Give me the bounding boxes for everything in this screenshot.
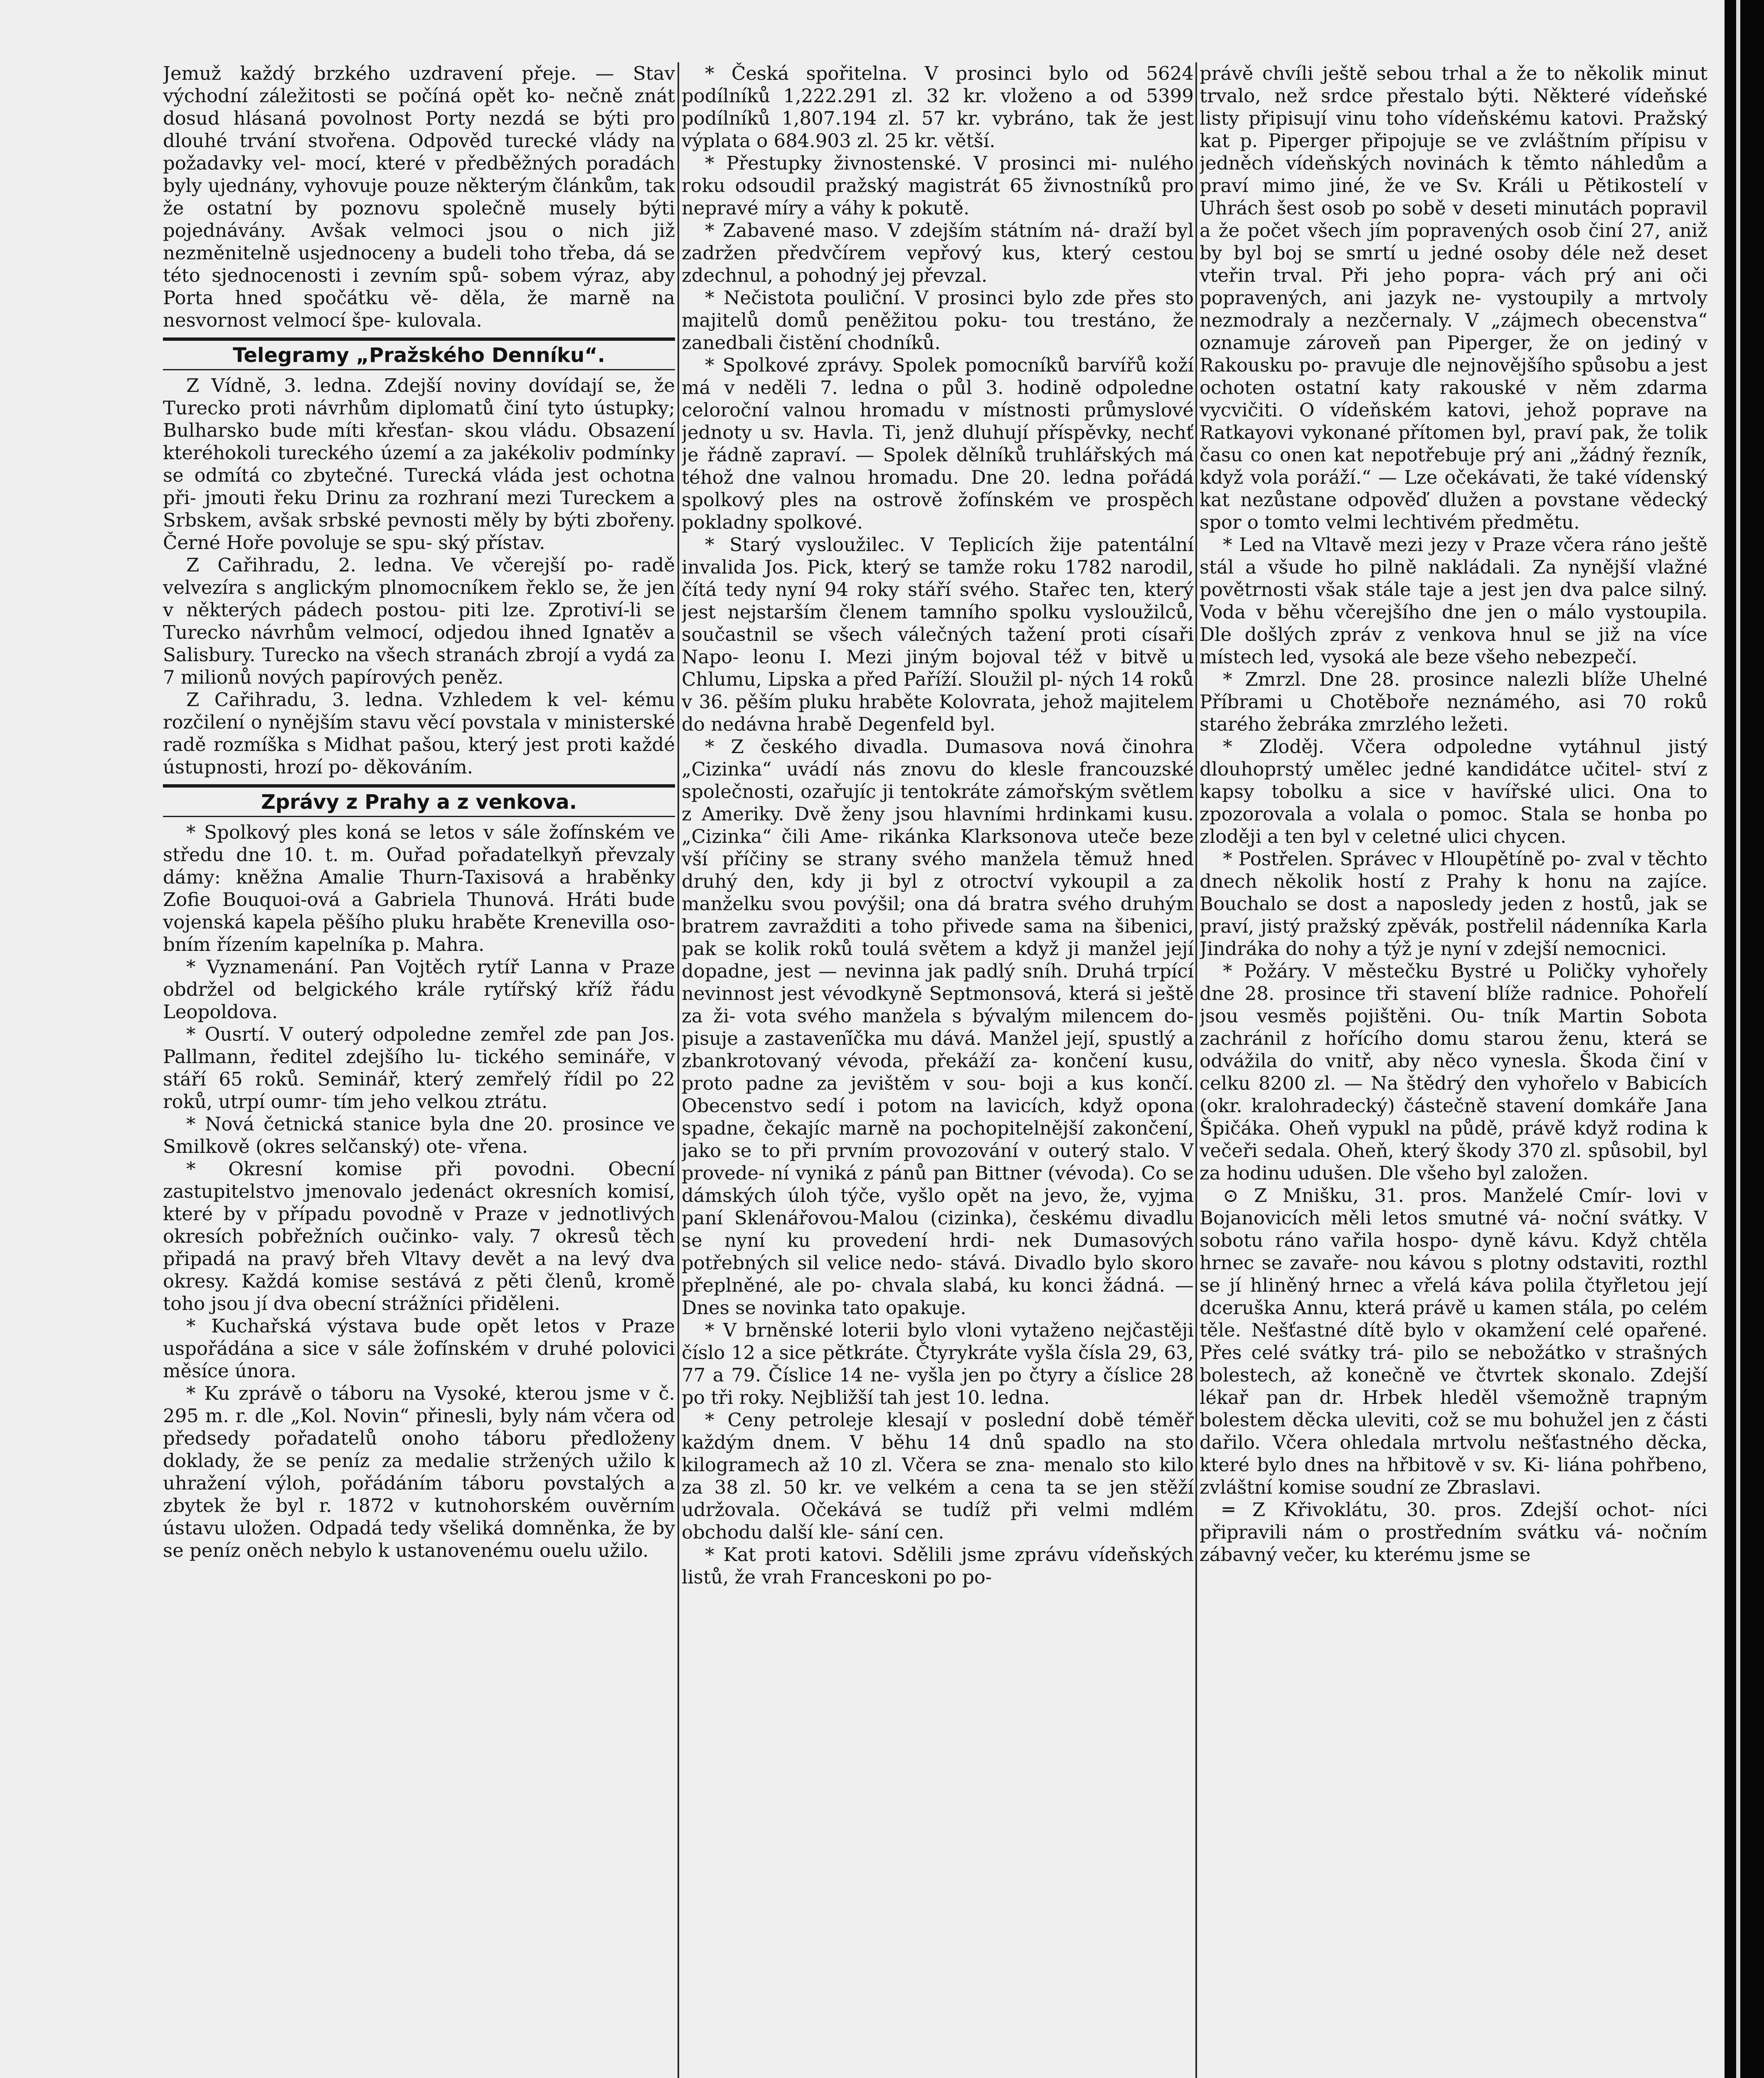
news-item: ⊙ Z Mnišku, 31. pros. Manželé Cmír- lovi v Bojanovicích měli letos smutné vá- noční svátky. V sobotu ráno vařila hospo- dyně kávu. Když chtěla hrnec se zavaře- nou kávou s plotny odstaviti, rozthl se jí hliněný hrnec a vřelá káva polila čtyřletou její dceruška Annu, která právě u kamen stála, po celém těle. Nešťastné dítě bylo v okamžení celé opařené. Přes celé svátky trá- pilo se nebožátko v strašných bolestech, až konečně ve čtvrtek skonalo. Zdejší lékař pan dr. Hrbek hleděl všemožně trapným bolestem děcka uleviti, což se mu bohužel jen z části dařilo. Včera ohledala mrtvolu nešťastného děcka, které bylo dnes na hřbitově v sv. Ki- liána pohřbeno, zvláštní komise soudní ze Zbraslavi. [1200, 1184, 1707, 1498]
news-item: ═ Z Křivoklátu, 30. pros. Zdejší ochot- níci připravili nám o prostředním svátku vá- nočním zábavný večer, ku kterému jsme se [1200, 1499, 1707, 1566]
telegram-constantinople-1: Z Cařihradu, 2. ledna. Ve včerejší po- radě velvezíra s anglickým plnomocníkem řeklo se, že jen v některých pádech postou- piti lze. Zprotiví-li se Turecko návrhům velmocí, odjedou ihned Ignatěv a Salisbury. Turecko na všech stranách zbrojí a vydá za 7 milionů nových papírových peněz. [163, 554, 675, 688]
scan-edge [1725, 0, 1764, 2078]
news-item: * Ceny petroleje klesají v poslední době téměř každým dnem. V běhu 14 dnů spadlo na sto kilogramech až 10 zl. Včera se zna- menalo sto kilo za 38 zl. 50 kr. ve velkém a cena ta se jen stěží udržovala. Očekává se tudíž při velmi mdlém obchodu další kle- sání cen. [682, 1409, 1194, 1543]
news-item: * Nová četnická stanice byla dne 20. prosince ve Smilkově (okres selčanský) ote- vřena. [163, 1113, 675, 1157]
news-item-theatre-review: * Z českého divadla. Dumasova nová činohra „Cizinka“ uvádí nás znovu do klesle francouzské společnosti, ozařujíc ji tentokráte zámořským světlem z Ameriky. Dvě ženy jsou hlavními hrdinkami kusu. „Cizinka“ čili Ame- rikánka Klarksonova uteče beze vší příčiny se strany svého manžela těmuž hned druhý den, kdy ji byl z otroctví vykoupil a za manželku svou povýšil; ona dá bratra svého druhým bratrem zavražditi a toho přivede sama na šibenici, pak se kolik roků toulá světem a když ji manžel její dopadne, jest — nevinna jak padlý sníh. Druhá trpící nevinnost jest vévodkyně Septmonsová, která si ještě za ži- vota svého manžela s bývalým milencem do- pisuje a zastavení̃čka mu dává. Manžel její, spustlý a zbankrotovaný vévoda, překáží za- končení kusu, proto padne za jevištěm v sou- boji a kus končí. Obecenstvo sedí i potom na lavicích, když opona spadne, čekajíc marně na pochopitelnější zakončení, jako se to při prvním provozování v outerý stalo. V provede- ní vyniká z pánů pan Bittner (vévoda). Co se dámských úloh týče, vyšlo opět na jevo, že, vyjma paní Sklenářovou-Malou (cizinka), českému divadlu se nyní ku provedení hrdi- nek Dumasových potřebných sil velice nedo- stává. Divadlo bylo skoro přeplněné, ale po- chvala slabá, ku konci žádná. — Dnes se novinka tato opakuje. [682, 736, 1194, 1319]
column-divider [1195, 62, 1197, 2078]
column-2 [682, 62, 1194, 2078]
news-item: * Přestupky živnostenské. V prosinci mi- nulého roku odsoudil pražský magistrát 65 živnostníků pro nepravé míry a váhy k pokutě. [682, 152, 1194, 219]
news-item: * Požáry. V městečku Bystré u Poličky vyhořely dne 28. prosince tři stavení blíže radnice. Pohořelí jsou vesměs pojištěni. Ou- tník Martin Sobota zachránil z hořícího domu starou ženu, která se odvážila do vnitř, aby něco vynesla. Škoda činí v celku 8200 zl. — Na štědrý den vyhořelo v Babicích (okr. kralohradecký) částečně stavení domkáře Jana Špičáka. Oheň vypukl na půdě, právě když rodina k večeři sedala. Oheň, který škody 370 zl. spůsobil, byl za hodinu udušen. Dle všeho byl založen. [1200, 960, 1707, 1184]
article-eastern-question: Jemuž každý brzkého uzdravení přeje. — Stav východní záležitosti se počíná opět ko- nečně znát dosud hlásaná povolnost Porty nezdá se býti pro dlouhé trvání stvořena. Odpověd turecké vlády na požadavky vel- mocí, které v předběžných poradách byly ujednány, vyhovuje pouze některým článkům, tak že ostatní by poznovu společně musely býti pojednávány. Avšak velmoci jsou o nich již nezměnitelně usjednoceny a budeli toho třeba, dá se této sjednocenosti i zevním spů- sobem výraz, aby Porta hned spočátku vě- děla, že marně na nesvornost velmocí špe- kulovala. [163, 62, 675, 331]
news-item: * Kuchařská výstava bude opět letos v Praze uspořádána a sice v sále žofínském v druhé polovici měsíce února. [163, 1315, 675, 1382]
column-1 [163, 62, 675, 2078]
section-heading-news: Zprávy z Prahy a z venkova. [163, 784, 675, 817]
news-item: * Led na Vltavě mezi jezy v Praze včera ráno ještě stál a všude ho pilně nakládali. Za nynější vlažné povětrnosti však stále taje a jest jen dva palce silný. Voda v běhu včerejšího dne jen o málo vystoupila. Dle došlých zpráv z venkova hnul se již na více místech led, vysoká ale beze všeho nebezpečí. [1200, 534, 1707, 668]
news-item: * Ku zprávě o táboru na Vysoké, kterou jsme v č. 295 m. r. dle „Kol. Novin“ přinesli, byly nám včera od předsedy pořadatelů onoho táboru předloženy doklady, že se peníz za medalie stržených užilo k uhražení výloh, pořádáním táboru povstalých a zbytek že byl r. 1872 v kutnohorském ouvěrním ústavu uložen. Odpadá tedy všeliká domněnka, že by se peníz oněch nebylo k ustanovenému ouelu užilo. [163, 1382, 675, 1561]
news-item: * Spolkové zprávy. Spolek pomocníků barvířů koží má v neděli 7. ledna o půl 3. hodině odpoledne celoroční valnou hromadu v místnosti průmyslové jednoty u sv. Havla. Ti, jenž dluhují příspěvky, nechť je řádně zapraví. — Spolek dělníků truhlářských má téhož dne valnou hromadu. Dne 20. ledna pořádá spolkový ples na ostrově žofínském ve prospěch pokladny spolkové. [682, 354, 1194, 533]
news-item: * Starý vysloužilec. V Teplicích žije patentální invalida Jos. Pick, který se tamže roku 1782 narodil, čítá tedy nyní 94 roky stáří svého. Stařec ten, který jest nejstarším členem tamního spolku vysloužilců, součastnil se všech válečných tažení proti císaři Napo- leonu I. Mezi jiným bojoval též v bitvě u Chlumu, Lipska a před Paříží. Sloužil pl- ných 14 roků v 36. pěším pluku hraběte Kolovrata, jehož majitelem do nedávna hrabě Degenfeld byl. [682, 534, 1194, 735]
news-item: * Zmrzl. Dne 28. prosince nalezli blíže Uhelné Příbrami u Chotěboře neznámého, asi 70 roků starého žebráka zmrzlého ležeti. [1200, 668, 1707, 735]
telegram-constantinople-2: Z Cařihradu, 3. ledna. Vzhledem k vel- kému rozčilení o nynějším stavu věcí povstala v ministerské radě rozmíška s Midhat pašou, který jest proti každé ústupnosti, hrozí po- děkováním. [163, 689, 675, 778]
column-3 [1200, 62, 1707, 2078]
news-item-continued: právě chvíli ještě sebou trhal a že to několik minut trvalo, než srdce přestalo býti. Některé vídeňské listy připisují vinu toho vídeňskému katovi. Pražský kat p. Piperger připojuje se ve zvláštním přípisu v jedněch vídeňských novinách k těmto náhledům a praví mimo jiné, že ve Sv. Králi u Pětikostelí v Uhrách šest osob po sobě v deseti minutách popravil a že počet všech jím popravených osob činí 27, aniž by byl boj se smrtí u jedné osoby déle než deset vteřin trval. Při jeho popra- vách prý ani oči popravených, ani jazyk ne- vystoupily a mrtvoly nezmodraly a nezčernaly. V „zájmech obecenstva“ oznamuje zároveň pan Piperger, že on jediný v Rakousku po- pravuje dle nejnovějšího spůsobu a jest ochoten ostatní katy rakouské v něm zdarma vycvičiti. O vídeňském katovi, jehož poprave na Ratkayovi vykonané přítomen byl, praví pak, že tolik času co onen kat nepotřebuje prý ani „žádný řezník, když vola poráží.“ — Lze očekávati, že také vídenský kat nezůstane odpověď dlužen a povstane vědecký spor o tomto velmi lechtivém předmětu. [1200, 62, 1707, 533]
news-item: * Spolkový ples koná se letos v sále žofínském ve středu dne 10. t. m. Ouřad pořadatelkyň převzaly dámy: kněžna Amalie Thurn-Taxisová a hraběnky Zofie Bouquoi-ová a Gabriela Thunová. Hráti bude vojenská kapela pěšího pluku hraběte Krenevilla oso- bním řízením kapelníka p. Mahra. [163, 821, 675, 955]
news-item: * Česká spořitelna. V prosinci bylo od 5624 podílníků 1,222.291 zl. 32 kr. vloženo a od 5399 podílníků 1,807.194 zl. 57 kr. vybráno, tak že jest výplata o 684.903 zl. 25 kr. větší. [682, 62, 1194, 152]
news-item: * Postřelen. Správec v Hloupětíně po- zval v těchto dnech několik hostí z Prahy k honu na zajíce. Bouchalo se dost a naposledy jeden z hostů, jak se praví, jistý pražský zpěvák, postřelil nádenníka Karla Jindráka do nohy a týž je nyní v zdejší nemocnici. [1200, 848, 1707, 960]
news-item: * Vyznamenání. Pan Vojtěch rytíř Lanna v Praze obdržel od belgického krále rytířský kříž řádu Leopoldova. [163, 956, 675, 1023]
news-item: * Okresní komise při povodni. Obecní zastupitelstvo jmenovalo jedenáct okresních komisí, které by v případu povodně v Praze v jednotlivých okresích pobřežních oučinko- valy. 7 okresů těch připadá na pravý břeh Vltavy devět a na levý dva okresy. Každá komise sestává z pěti členů, kromě toho jsou jí dva obecní strážníci přiděleni. [163, 1158, 675, 1315]
news-item: * Nečistota pouliční. V prosinci bylo zde přes sto majitelů domů peněžitou poku- tou trestáno, že zanedbali čistění chodníků. [682, 287, 1194, 354]
news-item: * Zloděj. Včera odpoledne vytáhnul jistý dlouhoprstý umělec jedné kandidátce učitel- ství z kapsy tobolku a sice v havířské ulici. Ona to zpozorovala a volala o pomoc. Stala se honba po zloději a ten byl v celetné ulici chycen. [1200, 736, 1707, 847]
column-divider [678, 62, 679, 2078]
telegram-vienna: Z Vídně, 3. ledna. Zdejší noviny dovídají se, že Turecko proti návrhům diplomatů činí tyto ústupky; Bulharsko bude míti křesťan- skou vládu. Obsazení kteréhokoli tureckého území a za jakékoliv podmínky se odmítá co zbytečné. Turecká vláda jest ochotna při- jmouti řeku Drinu za rozhraní mezi Tureckem a Srbskem, avšak srbské pevnosti měly by býti zbořeny. Černé Hoře povoluje se spu- ský přístav. [163, 374, 675, 554]
news-item: * Zabavené maso. V zdejším státním ná- draží byl zadržen předvčírem vepřový kus, který cestou zdechnul, a pohodný jej převzal. [682, 219, 1194, 286]
section-heading-telegrams: Telegramy „Pražského Denníku“. [163, 337, 675, 370]
news-item: * V brněnské loterii bylo vloni vytaženo nejčastěji číslo 12 a sice pětkráte. Čtyrykráte vyšla čísla 29, 63, 77 a 79. Číslice 14 ne- vyšla jen po čtyry a číslice 28 po tři roky. Nejbližší tah jest 10. ledna. [682, 1319, 1194, 1408]
news-item: * Kat proti katovi. Sdělili jsme zprávu vídeňských listů, že vrah Franceskoni po po- [682, 1544, 1194, 1588]
news-item: * Ousrtí. V outerý odpoledne zemřel zde pan Jos. Pallmann, ředitel zdejšího lu- tického semináře, v stáří 65 roků. Seminář, který zemřelý řídil po 22 roků, utrpí oumr- tím jeho velkou ztrátu. [163, 1023, 675, 1113]
